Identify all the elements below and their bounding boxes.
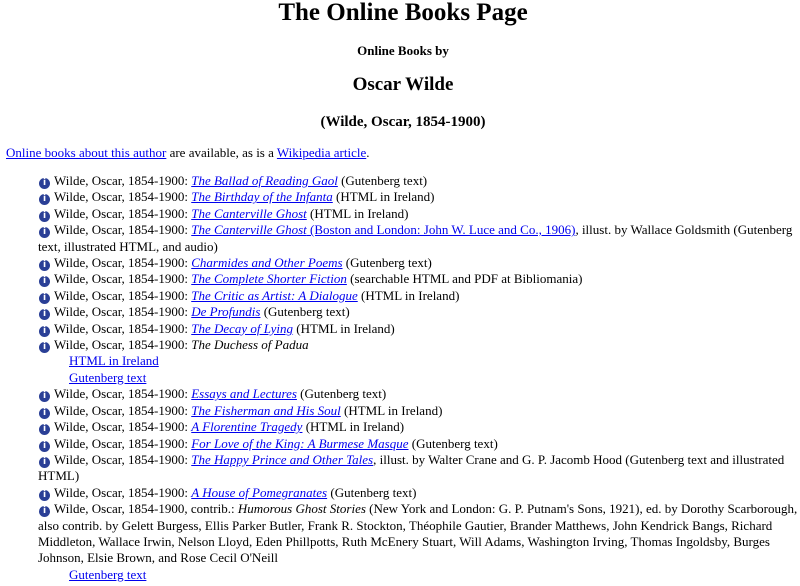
book-format: (HTML in Ireland): [302, 419, 405, 435]
book-title-link[interactable]: A Florentine Tragedy: [191, 419, 303, 435]
author-dates: (Wilde, Oscar, 1854-1900): [320, 114, 486, 130]
book-item: [38, 304, 800, 320]
book-item: [38, 386, 800, 402]
book-author: Wilde, Oscar, 1854-1900:: [54, 255, 192, 271]
book-format: (Gutenberg text): [342, 255, 432, 271]
book-title-link[interactable]: De Profundis: [191, 304, 261, 320]
info-icon[interactable]: i: [39, 227, 50, 238]
book-format: (Gutenberg text): [408, 435, 498, 451]
book-author: Wilde, Oscar, 1854-1900:: [54, 402, 192, 418]
book-format: (HTML in Ireland): [332, 189, 435, 205]
book-author: Wilde, Oscar, 1854-1900:: [54, 386, 192, 402]
book-author: Wilde, Oscar, 1854-1900:: [54, 287, 192, 303]
book-list: [38, 173, 800, 583]
book-format: (Gutenberg text): [337, 173, 428, 188]
info-icon[interactable]: i: [39, 441, 50, 452]
format-item: [69, 353, 800, 369]
book-author: Wilde, Oscar, 1854-1900:: [54, 435, 192, 451]
book-format: (Gutenberg text): [327, 484, 417, 500]
book-format: (HTML in Ireland): [357, 287, 460, 303]
info-icon[interactable]: i: [39, 424, 50, 435]
book-item: [38, 321, 800, 337]
author-name: Oscar Wilde: [352, 74, 454, 95]
book-item: [38, 337, 800, 386]
book-author: Wilde, Oscar, 1854-1900, contrib.:: [54, 501, 238, 517]
wikipedia-link[interactable]: Wikipedia article: [276, 145, 367, 160]
book-title-link[interactable]: The Canterville Ghost: [191, 205, 307, 221]
book-title-link[interactable]: For Love of the King: A Burmese Masque: [191, 435, 409, 451]
book-author: Wilde, Oscar, 1854-1900:: [54, 205, 192, 221]
book-author: Wilde, Oscar, 1854-1900:: [54, 304, 192, 320]
book-format: (Gutenberg text): [260, 304, 350, 320]
intro-text-1: are available, as is a: [166, 145, 277, 160]
book-title-link[interactable]: The Ballad of Reading Gaol: [191, 173, 338, 188]
book-item: [38, 255, 800, 271]
info-icon[interactable]: i: [39, 391, 50, 402]
info-icon[interactable]: i: [39, 178, 50, 189]
book-title-link[interactable]: The Birthday of the Infanta: [191, 189, 333, 205]
book-title-link: The Duchess of Padua: [191, 337, 309, 353]
book-author: Wilde, Oscar, 1854-1900:: [54, 451, 192, 467]
info-icon[interactable]: i: [39, 309, 50, 320]
info-icon[interactable]: i: [39, 457, 50, 468]
about-author-link[interactable]: Online books about this author: [6, 145, 167, 160]
book-item: [38, 485, 800, 501]
book-item: [38, 288, 800, 304]
subtitle: Online Books by: [357, 43, 449, 58]
book-author: Wilde, Oscar, 1854-1900:: [54, 271, 192, 287]
format-list: [38, 353, 800, 386]
book-title-link: Humorous Ghost Stories: [237, 501, 366, 517]
book-title-link[interactable]: The Critic as Artist: A Dialogue: [191, 287, 358, 303]
info-icon[interactable]: i: [39, 211, 50, 222]
book-author: Wilde, Oscar, 1854-1900:: [54, 320, 192, 336]
format-link[interactable]: Gutenberg text: [69, 566, 147, 582]
book-item: [38, 419, 800, 435]
book-title-link[interactable]: The Decay of Lying: [191, 320, 294, 336]
intro-text: [6, 145, 370, 161]
book-title-link[interactable]: The Complete Shorter Fiction: [191, 271, 347, 287]
info-icon[interactable]: i: [39, 260, 50, 271]
book-author: Wilde, Oscar, 1854-1900:: [54, 484, 192, 500]
book-format: (New York and London: G. P. Putnam's Sons, 1921), ed. by Dorothy Scarborough, also contrib. by Gelett Burgess, Ellis Parker Butler, Frank R. Stockton, Théophile Gautier, Brander Matthews, John Kendrick Bangs, Richard Middleton, Wallace Irwin, Nelson Lloyd, Eden Phillpotts, Ruth McEnery Stuart, Will Adams, Washington Irving, Thomas Ingoldsby, Burges Johnson, Elsie Brown, and Rose Cecil O'Neill: [38, 501, 798, 566]
book-format: , illust. by Wallace Goldsmith (Gutenberg text, illustrated HTML, and audio): [38, 222, 793, 254]
info-icon[interactable]: i: [39, 326, 50, 337]
info-icon[interactable]: i: [39, 293, 50, 304]
format-link[interactable]: HTML in Ireland: [69, 353, 159, 369]
book-item: [38, 403, 800, 419]
book-author: Wilde, Oscar, 1854-1900:: [54, 337, 192, 353]
book-format: (HTML in Ireland): [340, 402, 443, 418]
book-item: [38, 222, 800, 255]
page-title: The Online Books Page: [278, 0, 528, 26]
info-icon[interactable]: i: [39, 490, 50, 501]
book-item: [38, 173, 800, 189]
book-title-link[interactable]: Charmides and Other Poems: [191, 255, 343, 271]
book-title-link[interactable]: The Canterville Ghost: [191, 222, 307, 238]
format-item: [69, 370, 800, 386]
info-icon[interactable]: i: [39, 408, 50, 419]
book-edition-link[interactable]: (Boston and London: John W. Luce and Co., 1906): [306, 222, 576, 238]
book-item: [38, 189, 800, 205]
book-author: Wilde, Oscar, 1854-1900:: [54, 419, 192, 435]
book-item: [38, 206, 800, 222]
book-format: (HTML in Ireland): [293, 320, 395, 336]
book-format: , illust. by Walter Crane and G. P. Jacomb Hood (Gutenberg text and illustrated HTML): [38, 451, 785, 484]
book-author: Wilde, Oscar, 1854-1900:: [54, 173, 192, 188]
book-item: [38, 501, 800, 583]
book-title-link[interactable]: Essays and Lectures: [191, 386, 297, 402]
info-icon[interactable]: i: [39, 342, 50, 353]
book-format: (HTML in Ireland): [306, 205, 409, 221]
book-item: [38, 452, 800, 485]
book-author: Wilde, Oscar, 1854-1900:: [54, 189, 192, 205]
book-item: [38, 436, 800, 452]
book-title-link[interactable]: A House of Pomegranates: [191, 484, 328, 500]
book-format: (Gutenberg text): [296, 386, 387, 402]
book-title-link[interactable]: The Happy Prince and Other Tales: [191, 451, 374, 467]
intro-text-2: .: [366, 145, 370, 160]
info-icon[interactable]: i: [39, 506, 50, 517]
info-icon[interactable]: i: [39, 194, 50, 205]
format-link[interactable]: Gutenberg text: [69, 369, 147, 385]
book-format: (searchable HTML and PDF at Bibliomania): [346, 271, 583, 287]
book-title-link[interactable]: The Fisherman and His Soul: [191, 402, 341, 418]
format-list: [38, 567, 800, 583]
book-author: Wilde, Oscar, 1854-1900:: [54, 222, 192, 238]
format-item: [69, 567, 800, 583]
book-item: [38, 271, 800, 287]
info-icon[interactable]: i: [39, 276, 50, 287]
